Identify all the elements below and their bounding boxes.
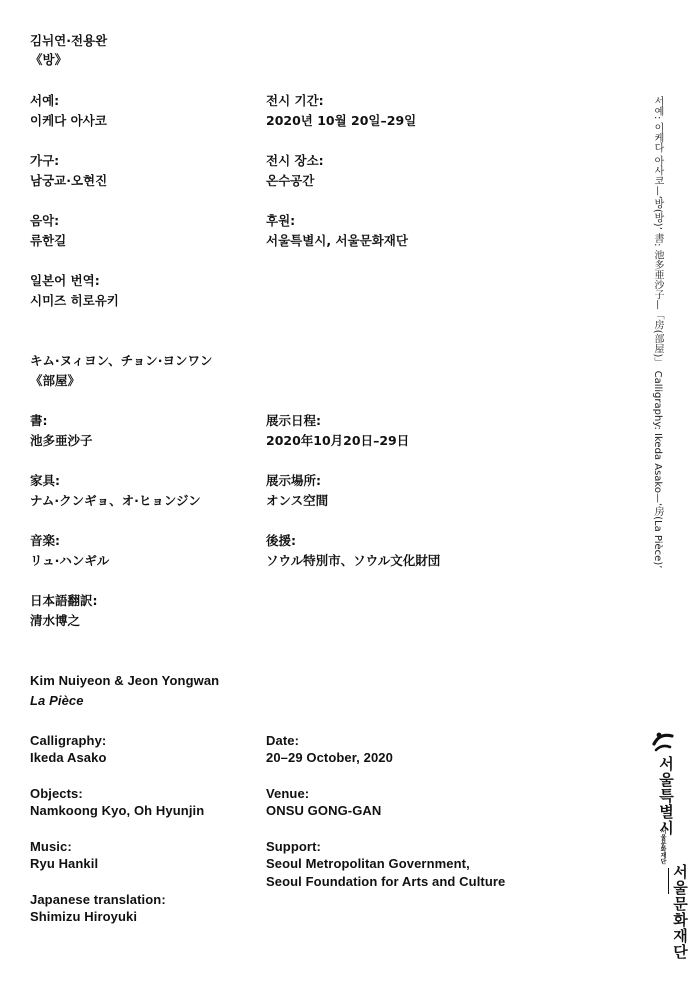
english-music-value: Ryu Hankil <box>30 856 99 871</box>
japanese-music-label: 音楽: <box>30 533 60 548</box>
seoul-city-logo-text: 서울특별시 <box>657 756 675 836</box>
korean-music-value: 류한길 <box>30 233 67 248</box>
seoul-symbol-icon <box>650 730 676 754</box>
english-title: La Pièce <box>30 693 84 708</box>
english-translation-label: Japanese translation: <box>30 892 166 907</box>
japanese-translation-label: 日本語翻訳: <box>30 593 98 608</box>
japanese-artists: キム·ヌィヨン、チョン·ヨンワン <box>30 353 213 368</box>
english-translation-value: Shimizu Hiroyuki <box>30 909 138 924</box>
english-objects-value: Namkoong Kyo, Oh Hyunjin <box>30 803 205 818</box>
seoul-city-logo <box>650 730 680 836</box>
english-calligraphy-value: Ikeda Asako <box>30 750 107 765</box>
korean-furniture-value: 남궁교·오현진 <box>30 173 108 188</box>
sfac-logo <box>650 828 689 960</box>
korean-venue-label: 전시 장소: <box>266 153 324 168</box>
english-support-value: Seoul Metropolitan Government, <box>266 856 470 871</box>
english-venue-label: Venue: <box>266 786 310 801</box>
english-date-value: 20–29 October, 2020 <box>266 750 393 765</box>
english-calligraphy-label: Calligraphy: <box>30 733 107 748</box>
japanese-furniture-value: ナム·クンギョ、オ·ヒョンジン <box>30 493 201 508</box>
korean-artists: 김뉘연·전용완 <box>30 33 108 48</box>
english-venue-value: ONSU GONG-GAN <box>266 803 382 818</box>
japanese-furniture-label: 家具: <box>30 473 60 488</box>
korean-venue-value: 온수공간 <box>266 173 315 188</box>
korean-calligraphy-value: 이케다 아사코 <box>30 113 107 128</box>
english-support-value-line2: Seoul Foundation for Arts and Culture <box>266 874 506 889</box>
japanese-music-value: リュ·ハンギル <box>30 553 110 568</box>
korean-furniture-label: 가구: <box>30 153 60 168</box>
english-music-label: Music: <box>30 839 72 854</box>
japanese-date-value: 2020年10月20日–29日 <box>266 433 410 448</box>
japanese-calligraphy-value: 池多亜沙子 <box>30 433 93 448</box>
japanese-venue-label: 展示場所: <box>266 473 321 488</box>
japanese-support-label: 後援: <box>266 533 296 548</box>
korean-translation-value: 시미즈 히로유키 <box>30 293 119 308</box>
english-artists: Kim Nuiyeon & Jeon Yongwan <box>30 673 220 688</box>
japanese-date-label: 展示日程: <box>266 413 321 428</box>
sfac-logo-text: 서울문화재단 <box>671 864 689 960</box>
japanese-calligraphy-label: 書: <box>30 413 48 428</box>
korean-support-value: 서울특별시, 서울문화재단 <box>266 233 408 248</box>
english-date-label: Date: <box>266 733 300 748</box>
korean-date-label: 전시 기간: <box>266 93 324 108</box>
logo-divider <box>668 868 669 894</box>
korean-support-label: 후원: <box>266 213 296 228</box>
japanese-venue-value: オンス空間 <box>266 493 329 508</box>
english-support-label: Support: <box>266 839 321 854</box>
korean-music-label: 음악: <box>30 213 60 228</box>
korean-title: 《방》 <box>30 52 68 67</box>
sfac-mini-mark: 서울문화재단 <box>659 828 666 864</box>
japanese-title: 《部屋》 <box>30 373 81 388</box>
japanese-translation-value: 清水博之 <box>30 613 81 628</box>
english-objects-label: Objects: <box>30 786 83 801</box>
korean-calligraphy-label: 서예: <box>30 93 60 108</box>
japanese-support-value: ソウル特別市、ソウル文化財団 <box>266 553 441 568</box>
side-caption: 서예: 이케다 아사코—‘방(방)’ 書: 池多亜沙子—「房(部屋)」 Calligraphy: Ikeda Asako—‘房(La Pièce)’ <box>652 96 663 569</box>
korean-translation-label: 일본어 번역: <box>30 273 100 288</box>
korean-date-value: 2020년 10월 20일–29일 <box>266 113 417 128</box>
